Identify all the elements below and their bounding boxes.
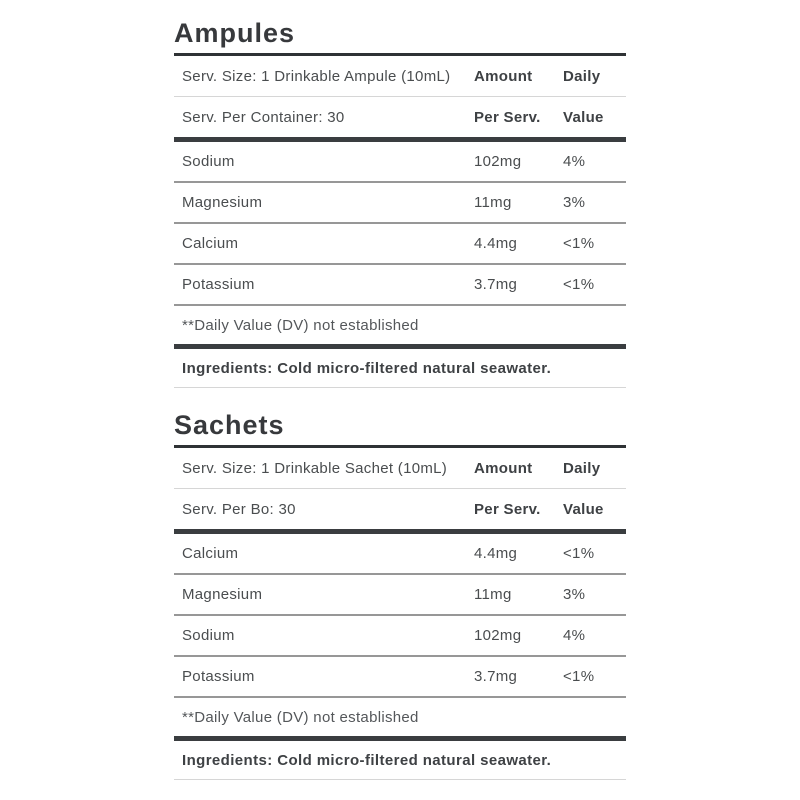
- per-serv-header: Per Serv.: [474, 108, 541, 126]
- per-serv-header: Per Serv.: [474, 500, 541, 518]
- nutrient-row: [174, 534, 626, 573]
- nutrient-daily-value: 4%: [563, 627, 586, 644]
- serving-row: [174, 56, 626, 96]
- section-title-ampules: Ampules: [174, 18, 296, 48]
- nutrient-daily-value: 4%: [563, 153, 586, 170]
- nutrient-amount: 11mg: [474, 586, 512, 603]
- nutrient-amount: 102mg: [474, 627, 522, 644]
- nutrient-amount: 11mg: [474, 194, 512, 211]
- daily-header: Daily: [563, 459, 601, 477]
- section-gap: [174, 388, 626, 406]
- nutrient-name: Sodium: [182, 627, 235, 644]
- nutrient-daily-value: 3%: [563, 586, 586, 603]
- nutrient-row: [174, 657, 626, 696]
- daily-value-footnote: [174, 698, 626, 736]
- serving-size-label: Serv. Size: 1 Drinkable Sachet (10mL): [182, 459, 448, 477]
- nutrient-name: Calcium: [182, 545, 239, 562]
- servings-per-container-label: Serv. Per Container: 30: [182, 108, 345, 126]
- serving-row: [174, 97, 626, 137]
- serving-size-label: Serv. Size: 1 Drinkable Ampule (10mL): [182, 67, 451, 85]
- nutrient-amount: 4.4mg: [474, 235, 518, 252]
- nutrient-amount: 3.7mg: [474, 276, 518, 293]
- nutrient-daily-value: <1%: [563, 235, 595, 252]
- row-separator: [174, 779, 626, 780]
- nutrient-name: Magnesium: [182, 586, 263, 603]
- supplement-facts-sheet: [174, 0, 626, 780]
- section-sachets: [174, 406, 626, 780]
- daily-value-footnote: [174, 306, 626, 344]
- daily-header: Daily: [563, 67, 601, 85]
- nutrient-daily-value: 3%: [563, 194, 586, 211]
- nutrient-row: [174, 183, 626, 222]
- value-header: Value: [563, 108, 604, 126]
- nutrient-daily-value: <1%: [563, 668, 595, 685]
- nutrient-name: Magnesium: [182, 194, 263, 211]
- ingredients-text: Ingredients: Cold micro-filtered natural seawater.: [182, 359, 552, 377]
- nutrient-name: Calcium: [182, 235, 239, 252]
- footnote-text: **Daily Value (DV) not established: [182, 708, 419, 726]
- nutrient-row: [174, 224, 626, 263]
- servings-per-box-label: Serv. Per Bo: 30: [182, 500, 296, 518]
- ingredients-text: Ingredients: Cold micro-filtered natural seawater.: [182, 751, 552, 769]
- nutrient-amount: 4.4mg: [474, 545, 518, 562]
- footnote-text: **Daily Value (DV) not established: [182, 316, 419, 334]
- ingredients-row: [174, 741, 626, 779]
- value-header: Value: [563, 500, 604, 518]
- amount-header: Amount: [474, 67, 533, 85]
- nutrient-name: Sodium: [182, 153, 235, 170]
- nutrient-row: [174, 616, 626, 655]
- nutrient-amount: 3.7mg: [474, 668, 518, 685]
- ingredients-row: [174, 349, 626, 387]
- section-ampules: [174, 14, 626, 388]
- section-title-sachets: Sachets: [174, 410, 285, 440]
- serving-row: [174, 448, 626, 488]
- nutrient-row: [174, 575, 626, 614]
- nutrient-name: Potassium: [182, 668, 255, 685]
- nutrient-row: [174, 142, 626, 181]
- nutrient-daily-value: <1%: [563, 276, 595, 293]
- nutrient-amount: 102mg: [474, 153, 522, 170]
- nutrient-row: [174, 265, 626, 304]
- nutrient-daily-value: <1%: [563, 545, 595, 562]
- serving-row: [174, 489, 626, 529]
- nutrient-name: Potassium: [182, 276, 255, 293]
- amount-header: Amount: [474, 459, 533, 477]
